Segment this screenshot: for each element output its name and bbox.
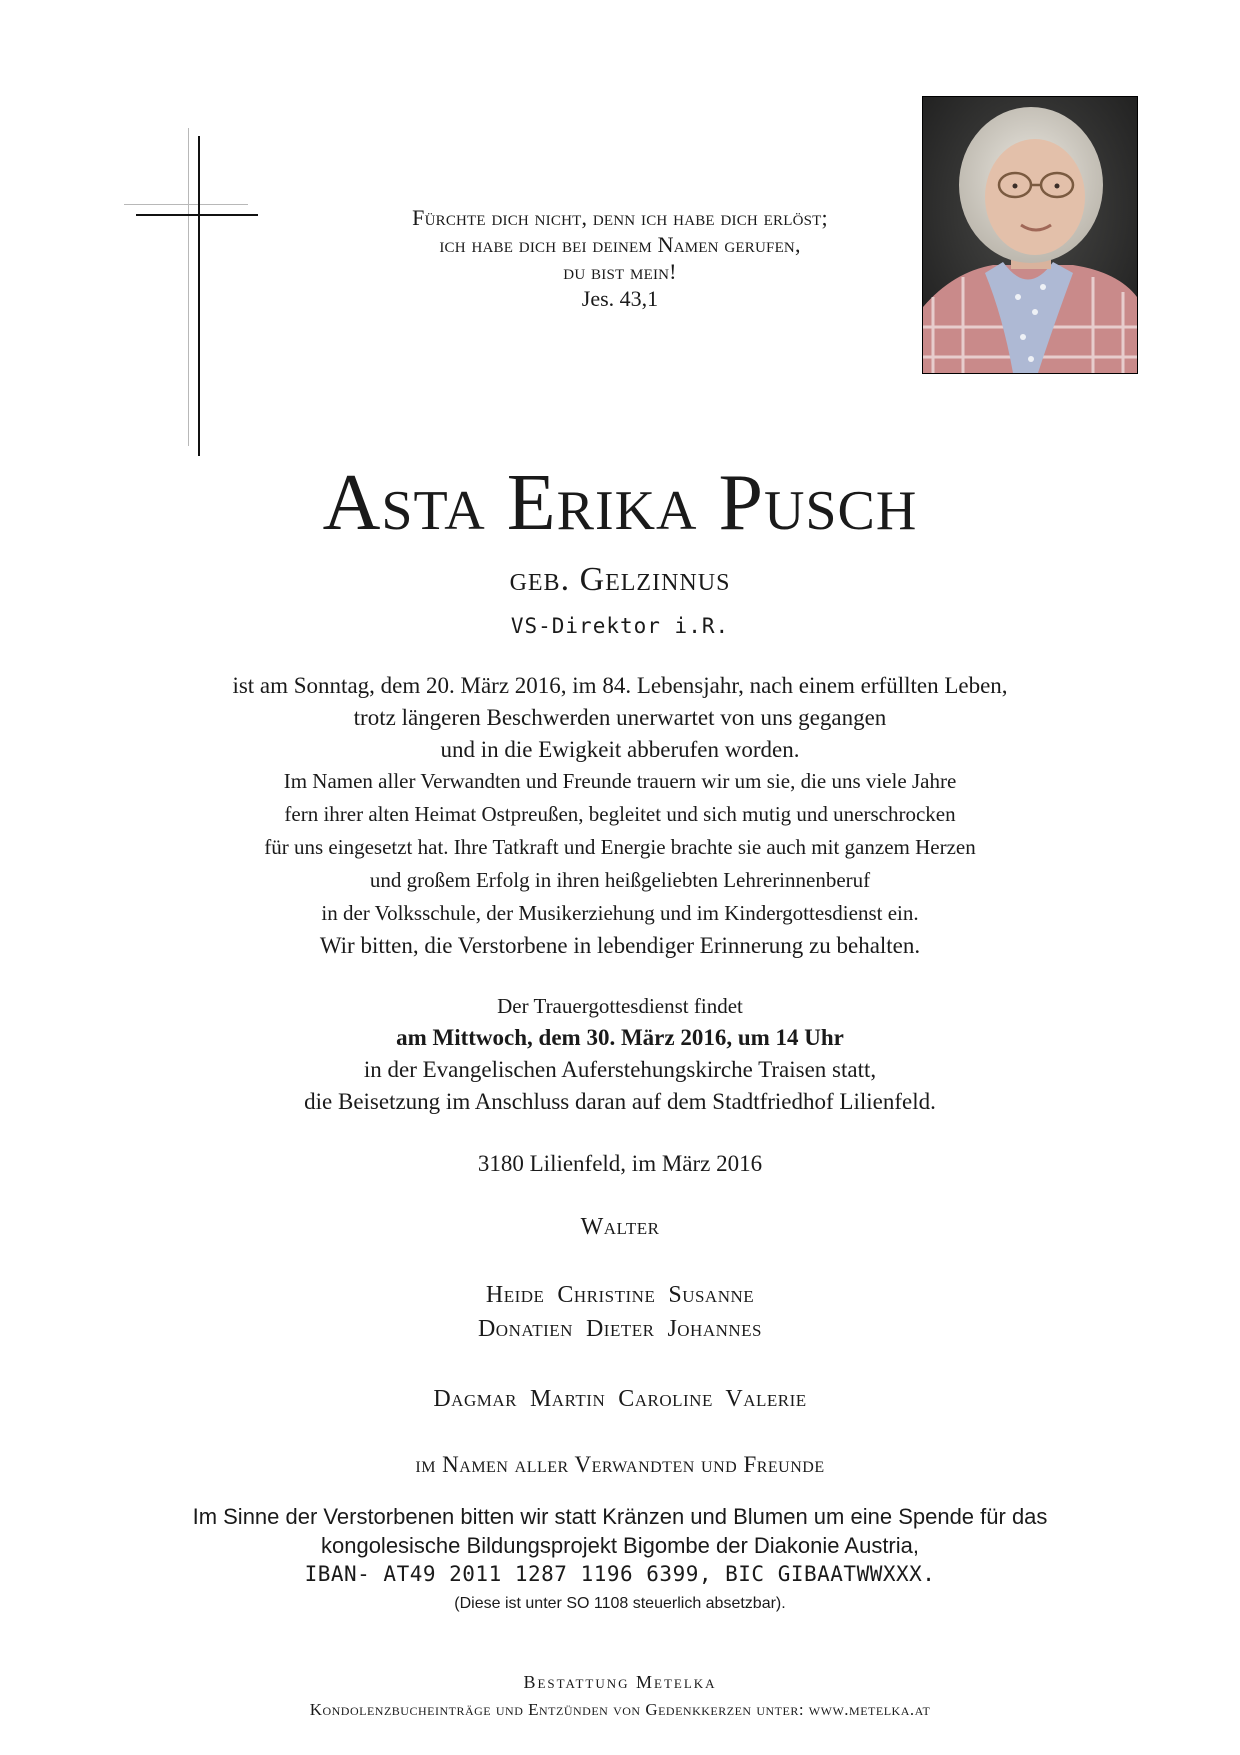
- service-location: in der Evangelischen Auferstehungskirche Traisen statt,: [363, 1057, 877, 1082]
- family-children-line-2: Donatien Dieter Johannes: [477, 1316, 763, 1342]
- donation-request: [0, 1502, 1240, 1618]
- birth-name: geb. Gelzinnus: [509, 561, 731, 598]
- family-others: im Namen aller Verwandten und Freunde: [415, 1452, 825, 1477]
- footer-company: Bestattung Metelka: [523, 1672, 717, 1692]
- announcement-line: trotz längeren Beschwerden unerwartet von uns gegangen: [353, 705, 887, 730]
- donation-line-1: Im Sinne der Verstorbenen bitten wir statt Kränzen und Blumen um eine Spende für das: [192, 1504, 1048, 1529]
- family-spouse: Walter: [580, 1214, 660, 1240]
- tribute-line: und großem Erfolg in ihren heißgeliebten Lehrerinnenberuf: [369, 868, 871, 892]
- verse-line-1: Fürchte dich nicht, denn ich habe dich erlöst;: [412, 205, 828, 230]
- service-date: am Mittwoch, dem 30. März 2016, um 14 Uhr: [396, 1025, 844, 1050]
- place-date: 3180 Lilienfeld, im März 2016: [477, 1151, 763, 1176]
- verse-line-2: ich habe dich bei deinem Namen gerufen,: [439, 232, 801, 257]
- verse-line-3: du bist mein!: [563, 259, 677, 284]
- deceased-title: VS-Direktor i.R.: [510, 614, 730, 638]
- tribute-line: fern ihrer alten Heimat Ostpreußen, begleitet und sich mutig und unerschrocken: [284, 802, 956, 826]
- service-info: [0, 990, 1240, 1118]
- family-grandchildren: Dagmar Martin Caroline Valerie: [433, 1386, 807, 1412]
- bible-verse: [300, 204, 940, 312]
- deceased-name: Asta Erika Pusch: [322, 459, 918, 547]
- announcement-line: und in die Ewigkeit abberufen worden.: [440, 737, 800, 762]
- tribute-text: [0, 765, 1240, 930]
- cross-icon: [198, 136, 200, 456]
- cross-icon-shadow-vertical: [188, 128, 189, 446]
- portrait-photo: [922, 96, 1138, 374]
- donation-line-2: kongolesische Bildungsprojekt Bigombe der Diakonie Austria,: [320, 1533, 919, 1558]
- family-children: [0, 1278, 1240, 1346]
- verse-reference: Jes. 43,1: [581, 286, 659, 311]
- family-children-line-1: Heide Christine Susanne: [485, 1282, 755, 1308]
- announcement-lines: [0, 670, 1240, 766]
- burial-info: die Beisetzung im Anschluss daran auf dem Stadtfriedhof Lilienfeld.: [304, 1089, 936, 1114]
- service-intro: Der Trauergottesdienst findet: [497, 994, 743, 1018]
- closing-line: Wir bitten, die Verstorbene in lebendiger Erinnerung zu behalten.: [319, 933, 921, 958]
- announcement-line: ist am Sonntag, dem 20. März 2016, im 84. Lebensjahr, nach einem erfüllten Leben,: [232, 673, 1008, 698]
- footer-info: Kondolenzbucheinträge und Entzünden von Gedenkkerzen unter: www.metelka.at: [309, 1700, 931, 1719]
- cross-icon-bar: [136, 214, 258, 216]
- tribute-line: für uns eingesetzt hat. Ihre Tatkraft und Energie brachte sie auch mit ganzem Herzen: [264, 835, 976, 859]
- tribute-line: Im Namen aller Verwandten und Freunde trauern wir um sie, die uns viele Jahre: [283, 769, 957, 793]
- donation-note: (Diese ist unter SO 1108 steuerlich absetzbar).: [454, 1595, 786, 1612]
- tribute-line: in der Volksschule, der Musikerziehung und im Kindergottesdienst ein.: [321, 901, 919, 925]
- cross-icon-shadow-horizontal: [124, 204, 248, 205]
- donation-iban: IBAN- AT49 2011 1287 1196 6399, BIC GIBAATWWXXX.: [304, 1562, 936, 1586]
